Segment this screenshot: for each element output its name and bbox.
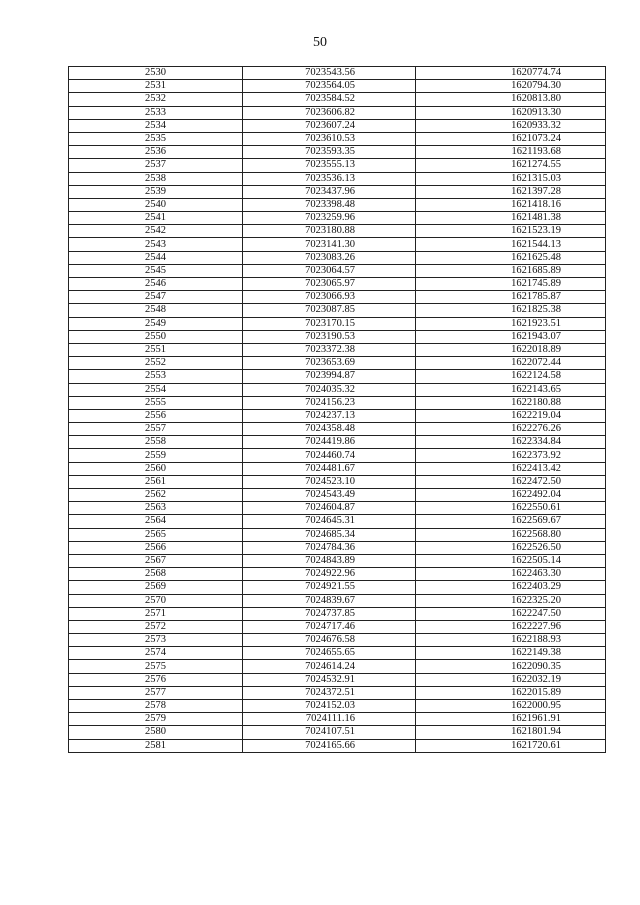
point-number-cell: 2542: [69, 225, 243, 238]
x-coordinate-cell: 7023437.96: [243, 185, 416, 198]
y-coordinate-cell: 1622373.92: [416, 449, 606, 462]
point-number-cell: 2540: [69, 198, 243, 211]
x-coordinate-cell: 7023606.82: [243, 106, 416, 119]
table-row: [69, 106, 606, 119]
y-coordinate-cell: 1622032.19: [416, 673, 606, 686]
table-row: [69, 620, 606, 633]
x-coordinate-cell: 7024784.36: [243, 541, 416, 554]
point-number-cell: 2565: [69, 528, 243, 541]
point-number-cell: 2574: [69, 647, 243, 660]
table-row: [69, 673, 606, 686]
point-number-cell: 2530: [69, 67, 243, 80]
point-number-cell: 2537: [69, 159, 243, 172]
x-coordinate-cell: 7024532.91: [243, 673, 416, 686]
x-coordinate-cell: 7023398.48: [243, 198, 416, 211]
table-row: [69, 370, 606, 383]
table-row: [69, 225, 606, 238]
x-coordinate-cell: 7023593.35: [243, 146, 416, 159]
table-row: [69, 251, 606, 264]
y-coordinate-cell: 1622463.30: [416, 568, 606, 581]
y-coordinate-cell: 1622149.38: [416, 647, 606, 660]
table-row: [69, 700, 606, 713]
x-coordinate-cell: 7024655.65: [243, 647, 416, 660]
x-coordinate-cell: 7024481.67: [243, 462, 416, 475]
x-coordinate-cell: 7023087.85: [243, 304, 416, 317]
y-coordinate-cell: 1621397.28: [416, 185, 606, 198]
x-coordinate-cell: 7024035.32: [243, 383, 416, 396]
x-coordinate-cell: 7024358.48: [243, 423, 416, 436]
x-coordinate-cell: 7024156.23: [243, 396, 416, 409]
y-coordinate-cell: 1622227.96: [416, 620, 606, 633]
x-coordinate-cell: 7023065.97: [243, 278, 416, 291]
table-row: [69, 159, 606, 172]
point-number-cell: 2572: [69, 620, 243, 633]
y-coordinate-cell: 1621193.68: [416, 146, 606, 159]
table-row: [69, 686, 606, 699]
point-number-cell: 2580: [69, 726, 243, 739]
y-coordinate-cell: 1622247.50: [416, 607, 606, 620]
table-row: [69, 541, 606, 554]
coordinates-table-body: [69, 67, 606, 753]
y-coordinate-cell: 1620774.74: [416, 67, 606, 80]
x-coordinate-cell: 7024419.86: [243, 436, 416, 449]
table-row: [69, 489, 606, 502]
y-coordinate-cell: 1621825.38: [416, 304, 606, 317]
table-row: [69, 713, 606, 726]
point-number-cell: 2576: [69, 673, 243, 686]
point-number-cell: 2570: [69, 594, 243, 607]
x-coordinate-cell: 7024921.55: [243, 581, 416, 594]
x-coordinate-cell: 7023190.53: [243, 330, 416, 343]
table-row: [69, 660, 606, 673]
point-number-cell: 2551: [69, 343, 243, 356]
y-coordinate-cell: 1622124.58: [416, 370, 606, 383]
point-number-cell: 2538: [69, 172, 243, 185]
y-coordinate-cell: 1621418.16: [416, 198, 606, 211]
y-coordinate-cell: 1622526.50: [416, 541, 606, 554]
x-coordinate-cell: 7024676.58: [243, 634, 416, 647]
y-coordinate-cell: 1622569.67: [416, 515, 606, 528]
x-coordinate-cell: 7023555.13: [243, 159, 416, 172]
x-coordinate-cell: 7024237.13: [243, 409, 416, 422]
table-row: [69, 423, 606, 436]
table-row: [69, 317, 606, 330]
y-coordinate-cell: 1622000.95: [416, 700, 606, 713]
point-number-cell: 2533: [69, 106, 243, 119]
table-row: [69, 185, 606, 198]
table-row: [69, 502, 606, 515]
table-row: [69, 357, 606, 370]
x-coordinate-cell: 7024645.31: [243, 515, 416, 528]
point-number-cell: 2561: [69, 475, 243, 488]
point-number-cell: 2555: [69, 396, 243, 409]
point-number-cell: 2544: [69, 251, 243, 264]
y-coordinate-cell: 1622550.61: [416, 502, 606, 515]
x-coordinate-cell: 7023083.26: [243, 251, 416, 264]
x-coordinate-cell: 7023259.96: [243, 212, 416, 225]
point-number-cell: 2531: [69, 80, 243, 93]
table-row: [69, 647, 606, 660]
table-row: [69, 568, 606, 581]
x-coordinate-cell: 7024107.51: [243, 726, 416, 739]
x-coordinate-cell: 7023180.88: [243, 225, 416, 238]
x-coordinate-cell: 7024737.85: [243, 607, 416, 620]
y-coordinate-cell: 1620794.30: [416, 80, 606, 93]
table-row: [69, 409, 606, 422]
table-row: [69, 291, 606, 304]
y-coordinate-cell: 1622072.44: [416, 357, 606, 370]
point-number-cell: 2568: [69, 568, 243, 581]
y-coordinate-cell: 1622188.93: [416, 634, 606, 647]
x-coordinate-cell: 7023994.87: [243, 370, 416, 383]
point-number-cell: 2566: [69, 541, 243, 554]
table-row: [69, 594, 606, 607]
x-coordinate-cell: 7023064.57: [243, 264, 416, 277]
x-coordinate-cell: 7024843.89: [243, 554, 416, 567]
x-coordinate-cell: 7024922.96: [243, 568, 416, 581]
point-number-cell: 2558: [69, 436, 243, 449]
point-number-cell: 2564: [69, 515, 243, 528]
point-number-cell: 2567: [69, 554, 243, 567]
x-coordinate-cell: 7024111.16: [243, 713, 416, 726]
x-coordinate-cell: 7023543.56: [243, 67, 416, 80]
y-coordinate-cell: 1621745.89: [416, 278, 606, 291]
x-coordinate-cell: 7024372.51: [243, 686, 416, 699]
point-number-cell: 2563: [69, 502, 243, 515]
x-coordinate-cell: 7023653.69: [243, 357, 416, 370]
y-coordinate-cell: 1622403.29: [416, 581, 606, 594]
table-row: [69, 528, 606, 541]
point-number-cell: 2550: [69, 330, 243, 343]
point-number-cell: 2548: [69, 304, 243, 317]
point-number-cell: 2536: [69, 146, 243, 159]
x-coordinate-cell: 7024165.66: [243, 739, 416, 752]
table-row: [69, 607, 606, 620]
x-coordinate-cell: 7023066.93: [243, 291, 416, 304]
point-number-cell: 2543: [69, 238, 243, 251]
x-coordinate-cell: 7024543.49: [243, 489, 416, 502]
table-row: [69, 264, 606, 277]
x-coordinate-cell: 7023564.05: [243, 80, 416, 93]
y-coordinate-cell: 1621481.38: [416, 212, 606, 225]
y-coordinate-cell: 1622413.42: [416, 462, 606, 475]
x-coordinate-cell: 7024152.03: [243, 700, 416, 713]
point-number-cell: 2562: [69, 489, 243, 502]
y-coordinate-cell: 1621625.48: [416, 251, 606, 264]
point-number-cell: 2549: [69, 317, 243, 330]
table-row: [69, 449, 606, 462]
y-coordinate-cell: 1621961.91: [416, 713, 606, 726]
y-coordinate-cell: 1622472.50: [416, 475, 606, 488]
point-number-cell: 2559: [69, 449, 243, 462]
point-number-cell: 2578: [69, 700, 243, 713]
x-coordinate-cell: 7023607.24: [243, 119, 416, 132]
y-coordinate-cell: 1622334.84: [416, 436, 606, 449]
y-coordinate-cell: 1621923.51: [416, 317, 606, 330]
page-number: 50: [313, 35, 327, 50]
table-row: [69, 515, 606, 528]
point-number-cell: 2575: [69, 660, 243, 673]
x-coordinate-cell: 7024614.24: [243, 660, 416, 673]
point-number-cell: 2534: [69, 119, 243, 132]
point-number-cell: 2560: [69, 462, 243, 475]
point-number-cell: 2535: [69, 132, 243, 145]
y-coordinate-cell: 1622505.14: [416, 554, 606, 567]
table-row: [69, 146, 606, 159]
y-coordinate-cell: 1622276.26: [416, 423, 606, 436]
x-coordinate-cell: 7023141.30: [243, 238, 416, 251]
point-number-cell: 2556: [69, 409, 243, 422]
y-coordinate-cell: 1622325.20: [416, 594, 606, 607]
coordinates-table: [68, 66, 606, 753]
table-row: [69, 67, 606, 80]
point-number-cell: 2553: [69, 370, 243, 383]
y-coordinate-cell: 1621785.87: [416, 291, 606, 304]
table-row: [69, 739, 606, 752]
y-coordinate-cell: 1621720.61: [416, 739, 606, 752]
point-number-cell: 2532: [69, 93, 243, 106]
y-coordinate-cell: 1622219.04: [416, 409, 606, 422]
table-row: [69, 278, 606, 291]
x-coordinate-cell: 7023584.52: [243, 93, 416, 106]
x-coordinate-cell: 7024460.74: [243, 449, 416, 462]
y-coordinate-cell: 1621073.24: [416, 132, 606, 145]
point-number-cell: 2554: [69, 383, 243, 396]
y-coordinate-cell: 1622492.04: [416, 489, 606, 502]
y-coordinate-cell: 1621943.07: [416, 330, 606, 343]
y-coordinate-cell: 1620913.30: [416, 106, 606, 119]
table-row: [69, 554, 606, 567]
table-row: [69, 330, 606, 343]
y-coordinate-cell: 1622180.88: [416, 396, 606, 409]
point-number-cell: 2569: [69, 581, 243, 594]
x-coordinate-cell: 7024685.34: [243, 528, 416, 541]
y-coordinate-cell: 1621274.55: [416, 159, 606, 172]
x-coordinate-cell: 7023372.38: [243, 343, 416, 356]
table-row: [69, 396, 606, 409]
table-row: [69, 80, 606, 93]
table-row: [69, 238, 606, 251]
y-coordinate-cell: 1621315.03: [416, 172, 606, 185]
y-coordinate-cell: 1622090.35: [416, 660, 606, 673]
y-coordinate-cell: 1620933.32: [416, 119, 606, 132]
x-coordinate-cell: 7024717.46: [243, 620, 416, 633]
y-coordinate-cell: 1621544.13: [416, 238, 606, 251]
point-number-cell: 2539: [69, 185, 243, 198]
table-row: [69, 172, 606, 185]
table-row: [69, 343, 606, 356]
point-number-cell: 2541: [69, 212, 243, 225]
x-coordinate-cell: 7024839.67: [243, 594, 416, 607]
point-number-cell: 2579: [69, 713, 243, 726]
point-number-cell: 2577: [69, 686, 243, 699]
point-number-cell: 2546: [69, 278, 243, 291]
x-coordinate-cell: 7023536.13: [243, 172, 416, 185]
x-coordinate-cell: 7024523.10: [243, 475, 416, 488]
y-coordinate-cell: 1622568.80: [416, 528, 606, 541]
x-coordinate-cell: 7023610.53: [243, 132, 416, 145]
y-coordinate-cell: 1621685.89: [416, 264, 606, 277]
table-row: [69, 436, 606, 449]
table-row: [69, 119, 606, 132]
point-number-cell: 2581: [69, 739, 243, 752]
x-coordinate-cell: 7023170.15: [243, 317, 416, 330]
y-coordinate-cell: 1622018.89: [416, 343, 606, 356]
point-number-cell: 2571: [69, 607, 243, 620]
table-row: [69, 132, 606, 145]
table-row: [69, 304, 606, 317]
table-row: [69, 198, 606, 211]
table-row: [69, 462, 606, 475]
point-number-cell: 2547: [69, 291, 243, 304]
table-row: [69, 634, 606, 647]
table-row: [69, 475, 606, 488]
y-coordinate-cell: 1622143.65: [416, 383, 606, 396]
table-row: [69, 581, 606, 594]
y-coordinate-cell: 1620813.80: [416, 93, 606, 106]
point-number-cell: 2545: [69, 264, 243, 277]
point-number-cell: 2557: [69, 423, 243, 436]
y-coordinate-cell: 1621801.94: [416, 726, 606, 739]
table-row: [69, 93, 606, 106]
table-row: [69, 212, 606, 225]
table-row: [69, 726, 606, 739]
y-coordinate-cell: 1621523.19: [416, 225, 606, 238]
point-number-cell: 2552: [69, 357, 243, 370]
y-coordinate-cell: 1622015.89: [416, 686, 606, 699]
point-number-cell: 2573: [69, 634, 243, 647]
table-row: [69, 383, 606, 396]
x-coordinate-cell: 7024604.87: [243, 502, 416, 515]
